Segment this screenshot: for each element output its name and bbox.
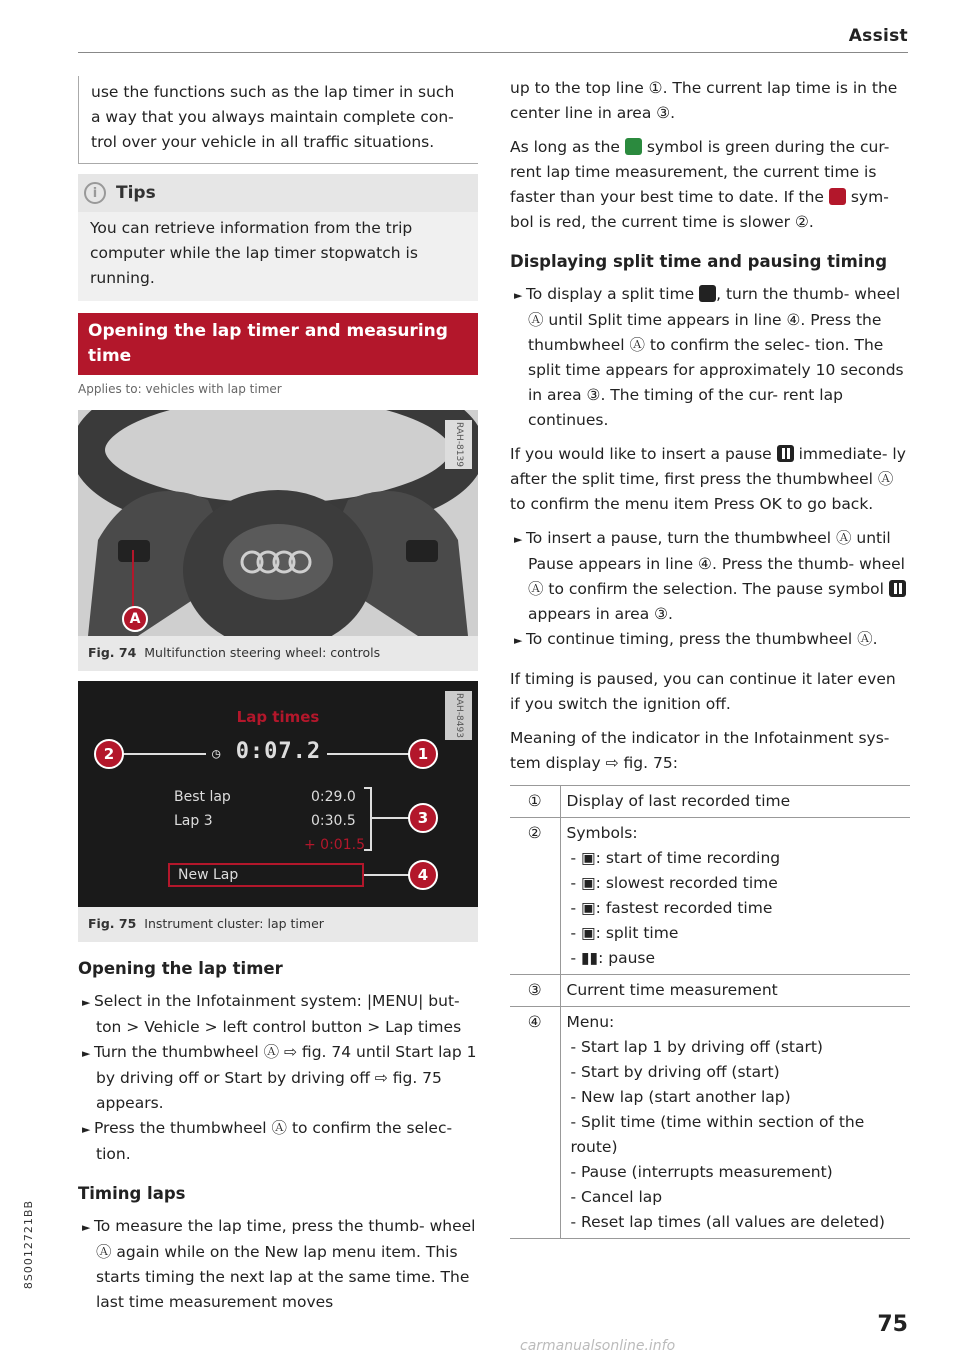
legend-description bbox=[560, 818, 910, 975]
text: To insert a pause, turn the thumbwheel Ⓐ until Pause appears in line ④. Press the thumb- wheel Ⓐ to confirm the selection. The pause symbol bbox=[525, 529, 905, 598]
step-pause-1 bbox=[510, 526, 910, 627]
text: appears in area ③. bbox=[528, 605, 673, 623]
lap-label: Lap 3 bbox=[174, 813, 213, 829]
step-continue-1: ► To continue timing, press the thumbwheel Ⓐ. bbox=[510, 627, 910, 653]
legend-line: - Start by driving off (start) bbox=[570, 1063, 780, 1081]
paragraph-4: If timing is paused, you can continue it later even if you switch the ignition off. bbox=[510, 670, 896, 713]
legend-line: Current time measurement bbox=[566, 981, 778, 999]
left-column bbox=[78, 76, 478, 1315]
info-icon: i bbox=[84, 182, 106, 204]
legend-description bbox=[560, 1007, 910, 1239]
delta-value: + 0:01.5 bbox=[304, 837, 365, 853]
green-symbol-icon bbox=[625, 138, 642, 155]
legend-line: - ▣: fastest recorded time bbox=[570, 899, 773, 917]
document-id: 8S0012721BB bbox=[22, 1200, 35, 1290]
split-time-icon bbox=[699, 285, 716, 302]
tips-body: You can retrieve information from the trip computer while the lap timer stopwatch is running. bbox=[78, 212, 478, 301]
legend-line: - Split time (time within section of the route) bbox=[570, 1113, 865, 1156]
legend-line: - Start lap 1 by driving off (start) bbox=[570, 1038, 823, 1056]
figure-code: RAH-8493 bbox=[445, 691, 472, 740]
legend-number: ② bbox=[510, 818, 560, 975]
lap-value: 0:30.5 bbox=[311, 813, 356, 829]
section-title: Assist bbox=[848, 26, 908, 46]
figure-number: Fig. 75 bbox=[88, 916, 137, 931]
paragraph-2 bbox=[510, 135, 910, 235]
subheading-timing: Timing laps bbox=[78, 1184, 186, 1203]
legend-description bbox=[560, 786, 910, 818]
legend-line: - Reset lap times (all values are deleted) bbox=[570, 1213, 885, 1231]
pause-icon bbox=[889, 580, 906, 597]
figure-number: Fig. 74 bbox=[88, 645, 137, 660]
pause-icon bbox=[777, 445, 794, 462]
legend-number: ③ bbox=[510, 975, 560, 1007]
step-open-3: ► Press the thumbwheel Ⓐ to confirm the selec- tion. bbox=[78, 1116, 478, 1167]
figure-74 bbox=[78, 410, 478, 671]
callout-line-3 bbox=[372, 817, 412, 819]
legend-line: - ▣: split time bbox=[570, 924, 679, 942]
menu-item-new-lap: New Lap bbox=[168, 863, 364, 887]
legend-line: - ▣: start of time recording bbox=[570, 849, 781, 867]
paragraph-1: up to the top line ①. The current lap time is in the center line in area ③. bbox=[510, 79, 898, 122]
legend-line: - Pause (interrupts measurement) bbox=[570, 1163, 833, 1181]
legend-line: - Cancel lap bbox=[570, 1188, 663, 1206]
text: sym- bol is red, the current time is slower ②. bbox=[510, 188, 889, 231]
intro-text: use the functions such as the lap timer in such a way that you always maintain complete con- trol over your vehicle in all traffic situations. bbox=[91, 83, 455, 151]
callout-line-4 bbox=[364, 874, 412, 876]
legend-number: ① bbox=[510, 786, 560, 818]
callout-4: 4 bbox=[408, 860, 438, 890]
text: symbol is green during the cur- rent lap time measurement, the current time is faster than your best time to date. If the bbox=[510, 138, 890, 206]
header-rule bbox=[78, 52, 908, 53]
figure-75 bbox=[78, 681, 478, 942]
legend-line: Display of last recorded time bbox=[566, 792, 791, 810]
text: To display a split time bbox=[525, 285, 695, 303]
cluster-display bbox=[78, 681, 478, 907]
red-symbol-icon bbox=[829, 188, 846, 205]
text: , turn the thumb- wheel Ⓐ until Split time appears in line ④. Press the thumbwheel Ⓐ to confirm the selec- tion. The split time appears for approximately 10 seconds in area ③. The timing of the cur- rent lap continues. bbox=[528, 285, 904, 429]
warning-continuation bbox=[78, 76, 478, 164]
best-lap-value: 0:29.0 bbox=[311, 789, 356, 805]
time-value: 0:07.2 bbox=[235, 739, 322, 764]
tips-label: Tips bbox=[116, 182, 156, 203]
page-number: 75 bbox=[877, 1312, 908, 1337]
stopwatch-icon: ◷ bbox=[212, 746, 222, 762]
figure-caption bbox=[78, 636, 478, 671]
legend-line: - New lap (start another lap) bbox=[570, 1088, 791, 1106]
step-open-2: ► Turn the thumbwheel Ⓐ ⇨ fig. 74 until Start lap 1 by driving off or Start by driving off ⇨ fig. 75 appears. bbox=[78, 1040, 478, 1116]
tips-header bbox=[78, 174, 478, 212]
legend-line: Menu: bbox=[566, 1013, 615, 1031]
callout-1: 1 bbox=[408, 739, 438, 769]
legend-description bbox=[560, 975, 910, 1007]
legend-row bbox=[510, 1007, 910, 1239]
legend-row bbox=[510, 818, 910, 975]
step-open-1: ► Select in the Infotainment system: |MENU| but- ton > Vehicle > left control button > Lap times bbox=[78, 989, 478, 1040]
paragraph-3 bbox=[510, 442, 910, 517]
text: immediate- ly after the split time, first press the thumbwheel Ⓐ to confirm the menu item Press OK to go back. bbox=[510, 445, 906, 513]
legend-line: Symbols: bbox=[566, 824, 638, 842]
figure-caption-text: Multifunction steering wheel: controls bbox=[144, 645, 381, 660]
legend-number: ④ bbox=[510, 1007, 560, 1239]
section-heading: Opening the lap timer and measuring time bbox=[78, 313, 478, 375]
paragraph-5: Meaning of the indicator in the Infotainment sys- tem display ⇨ fig. 75: bbox=[510, 729, 890, 772]
screen-title: Lap times bbox=[236, 708, 320, 726]
step-split-1 bbox=[510, 282, 910, 433]
callout-2: 2 bbox=[94, 739, 124, 769]
best-lap-label: Best lap bbox=[174, 789, 231, 805]
right-column bbox=[510, 76, 910, 1239]
bracket bbox=[364, 787, 372, 851]
applies-to: Applies to: vehicles with lap timer bbox=[78, 382, 282, 396]
steering-wheel-illustration bbox=[78, 410, 478, 636]
marker-a: A bbox=[122, 606, 148, 632]
legend-line: - ▮▮: pause bbox=[570, 949, 656, 967]
figure-caption-text: Instrument cluster: lap timer bbox=[144, 916, 324, 931]
legend-row bbox=[510, 975, 910, 1007]
current-time bbox=[206, 739, 327, 767]
legend-line: - ▣: slowest recorded time bbox=[570, 874, 778, 892]
legend-row bbox=[510, 786, 910, 818]
text: As long as the bbox=[510, 138, 620, 156]
callout-3: 3 bbox=[408, 803, 438, 833]
step-timing-1: ► To measure the lap time, press the thumb- wheel Ⓐ again while on the New lap menu item. This starts timing the next lap at the same time. The last time measurement moves bbox=[78, 1214, 478, 1315]
watermark: carmanualsonline.info bbox=[520, 1338, 676, 1354]
figure-caption bbox=[78, 907, 478, 942]
legend-table bbox=[510, 785, 910, 1239]
text: If you would like to insert a pause bbox=[510, 445, 772, 463]
steering-wheel-image bbox=[78, 410, 478, 636]
subheading-opening: Opening the lap timer bbox=[78, 959, 283, 978]
figure-code: RAH-8139 bbox=[445, 420, 472, 469]
subheading-split: Displaying split time and pausing timing bbox=[510, 252, 888, 271]
